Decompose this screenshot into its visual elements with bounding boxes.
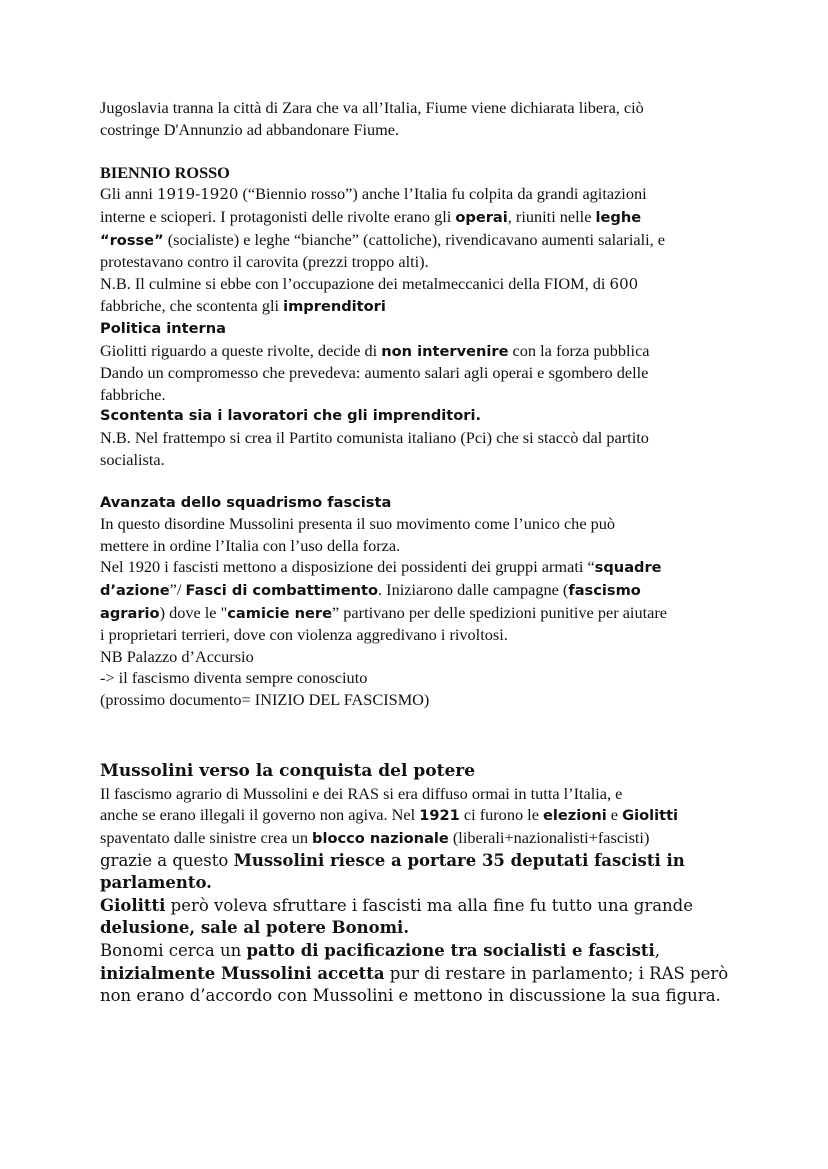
- conquista-line-6: Giolitti però voleva sfruttare i fascisti ma alla fine fu tutto una grande: [100, 895, 694, 915]
- squadrismo-line-5: agrario) dove le "camicie nere” partivano per delle spedizioni punitive per aiutare: [100, 602, 667, 622]
- conquista-heading: Mussolini verso la conquista del potere: [100, 760, 476, 781]
- intro-line-1: Jugoslavia tranna la città di Zara che va all’Italia, Fiume viene dichiarata libera, ciò: [100, 98, 644, 117]
- squadrismo-line-8: -> il fascismo diventa sempre conosciuto: [100, 668, 368, 688]
- politica-line-2: Dando un compromesso che prevedeva: aumento salari agli operai e sgombero delle: [100, 363, 649, 383]
- conquista-line-1: Il fascismo agrario di Mussolini e dei RAS si era diffuso ormai in tutta l’Italia, e: [100, 783, 623, 803]
- conquista-line-7: delusione, sale al potere Bonomi.: [100, 918, 410, 938]
- conquista-line-8: Bonomi cerca un patto di pacificazione tra socialisti e fascisti,: [100, 940, 661, 960]
- biennio-line-4: protestavano contro il carovita (prezzi troppo alti).: [100, 252, 429, 272]
- politica-line-6: socialista.: [100, 449, 165, 469]
- squadrismo-line-2: mettere in ordine l’Italia con l’uso della forza.: [100, 535, 401, 555]
- politica-line-3: fabbriche.: [100, 384, 166, 404]
- biennio-line-6: fabbriche, che scontenta gli imprenditori: [100, 296, 386, 316]
- biennio-line-2: interne e scioperi. I protagonisti delle rivolte erano gli operai, riuniti nelle leghe: [100, 206, 642, 226]
- document-page: [100, 97, 740, 1008]
- squadrismo-heading: Avanzata dello squadrismo fascista: [100, 493, 392, 511]
- squadrismo-line-6: i proprietari terrieri, dove con violenza aggredivano i rivoltosi.: [100, 625, 508, 645]
- squadrismo-line-4: d’azione”/ Fasci di combattimento. Iniziarono dalle campagne (fascismo: [100, 580, 641, 600]
- squadrismo-line-7: NB Palazzo d’Accursio: [100, 646, 254, 666]
- conquista-line-4: grazie a questo Mussolini riesce a portare 35 deputati fascisti in: [100, 850, 685, 870]
- conquista-line-10: non erano d’accordo con Mussolini e mettono in discussione la sua figura.: [100, 986, 721, 1006]
- intro-line-2: costringe D'Annunzio ad abbandonare Fiume.: [100, 119, 400, 139]
- politica-line-4: Scontenta sia i lavoratori che gli imprenditori.: [100, 407, 482, 425]
- politica-interna-heading: Politica interna: [100, 319, 226, 337]
- biennio-rosso-heading: BIENNIO ROSSO: [100, 162, 230, 182]
- conquista-line-2: anche se erano illegali il governo non agiva. Nel 1921 ci furono le elezioni e Giolitti: [100, 805, 679, 825]
- politica-line-1: Giolitti riguardo a queste rivolte, decide di non intervenire con la forza pubblica: [100, 340, 650, 360]
- conquista-line-3: spaventato dalle sinistre crea un blocco nazionale (liberali+nazionalisti+fascisti): [100, 828, 650, 847]
- conquista-line-9: inizialmente Mussolini accetta pur di restare in parlamento; i RAS però: [100, 963, 729, 983]
- biennio-line-3: “rosse” (socialiste) e leghe “bianche” (cattoliche), rivendicavano aumenti salariali, e: [100, 229, 665, 249]
- biennio-line-1: Gli anni 1919-1920 (“Biennio rosso”) anche l’Italia fu colpita da grandi agitazioni: [100, 184, 647, 204]
- biennio-line-5: N.B. Il culmine si ebbe con l’occupazione dei metalmeccanici della FIOM, di 600: [100, 273, 639, 293]
- squadrismo-line-9: (prossimo documento= INIZIO DEL FASCISMO): [100, 690, 430, 710]
- conquista-line-5: parlamento.: [100, 873, 212, 893]
- squadrismo-line-3: Nel 1920 i fascisti mettono a disposizione dei possidenti dei gruppi armati “squadre: [100, 557, 662, 577]
- politica-line-5: N.B. Nel frattempo si crea il Partito comunista italiano (Pci) che si staccò dal partito: [100, 427, 649, 447]
- squadrismo-line-1: In questo disordine Mussolini presenta il suo movimento come l’unico che può: [100, 514, 616, 534]
